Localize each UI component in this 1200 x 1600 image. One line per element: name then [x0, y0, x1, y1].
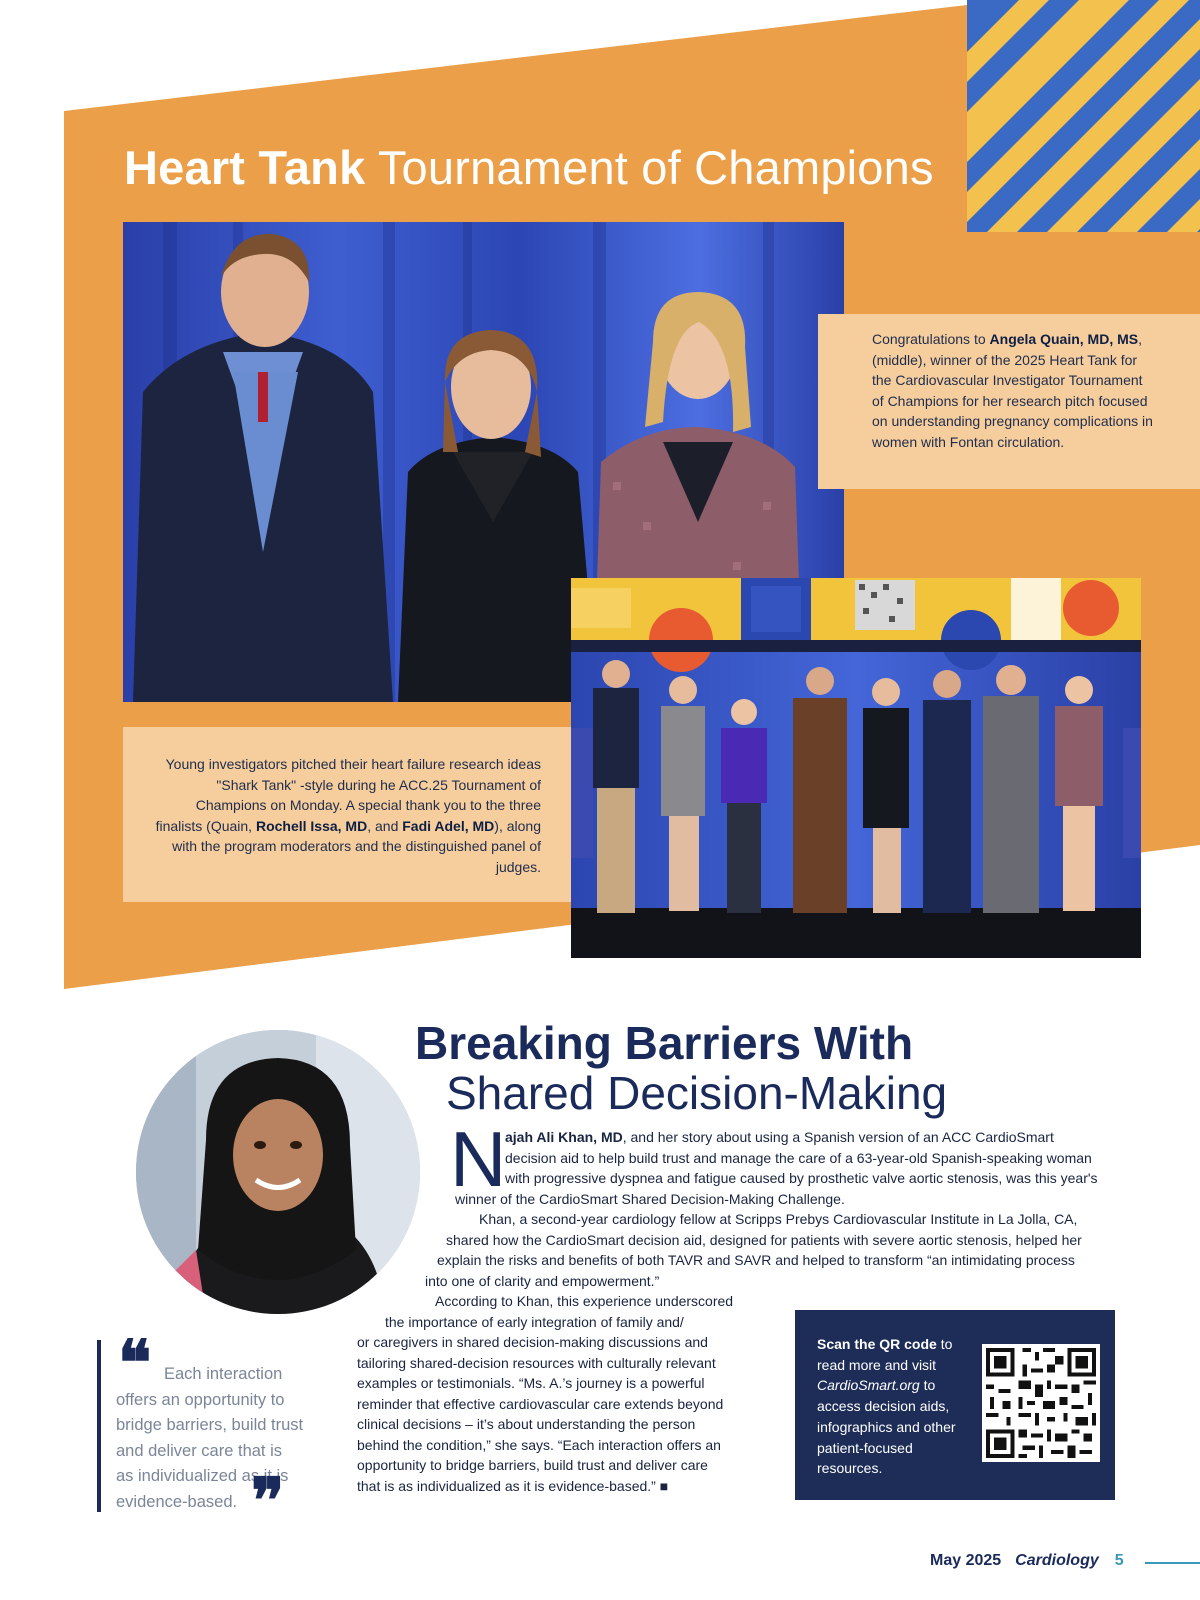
footer-rule	[1145, 1562, 1200, 1564]
finalists-caption-pre: Young investigators pitched their heart failure research ideas "Shark Tank" -style during he ACC.25 Tournament of Champions on Monday. A special thank you to the three finalists (Quain,	[155, 756, 541, 834]
title-line-1	[415, 1018, 947, 1068]
breaking-barriers-title	[415, 1018, 947, 1118]
body-line-17: opportunity to bridge barriers, build trust and deliver care	[357, 1457, 708, 1473]
pull-quote-text	[116, 1362, 326, 1515]
page-footer	[930, 1552, 1124, 1570]
finalist-name-1: Rochell Issa, MD	[255, 817, 368, 834]
body-line-18: that is as individualized as it is evidence-based.” ■	[357, 1478, 669, 1494]
winner-caption-pre: Congratulations to	[872, 331, 990, 347]
finalists-caption-mid: , and	[367, 817, 403, 834]
page-number: 5	[1114, 1552, 1124, 1569]
body-line-15: clinical decisions – it’s about understanding the person	[357, 1416, 696, 1432]
qr-callout-bold: Scan the QR code	[817, 1336, 937, 1352]
qr-callout-text	[817, 1334, 977, 1479]
portrait-photo	[136, 1030, 420, 1314]
body-line-13: examples or testimonials. “Ms. A.’s journey is a powerful	[357, 1375, 705, 1391]
winner-caption-post: , (middle), winner of the 2025 Heart Tank for the Cardiovascular Investigator Tournament of Champions for her research pitch focused on understanding pregnancy complications in women with Fontan circulation.	[872, 331, 1153, 450]
pull-quote	[97, 1330, 327, 1536]
finalists-caption-post: ), along with the program moderators and the distinguished panel of judges.	[172, 817, 541, 875]
body-line-2: decision aid to help build trust and manage the care of a 63-year-old Spanish-speaking woman	[505, 1150, 1092, 1166]
body-line-10: the importance of early integration of family and/	[385, 1314, 684, 1330]
body-line-12: tailoring shared-decision resources with culturally relevant	[357, 1355, 716, 1371]
qr-callout-t1: to read more and visit	[817, 1336, 953, 1373]
winner-caption	[818, 314, 1200, 489]
heart-tank-title-light: Tournament of Champions	[365, 141, 934, 194]
lead-name: ajah Ali Khan, MD	[505, 1129, 623, 1145]
group-photo	[571, 578, 1141, 958]
quote-line-2: offers an opportunity to	[116, 1390, 285, 1409]
body-line-14: reminder that effective cardiovascular care extends beyond	[357, 1396, 724, 1412]
body-line-6: shared how the CardioSmart decision aid, designed for patients with severe aortic stenosis, helped her	[446, 1232, 1082, 1248]
quote-line-1: Each interaction	[164, 1365, 283, 1383]
qr-callout-t2: to access decision aids, infographics and other patient-focused resources.	[817, 1377, 956, 1477]
body-line-5: Khan, a second-year cardiology fellow at Scripps Prebys Cardiovascular Institute in La Jolla, CA,	[479, 1211, 1078, 1227]
body-line-16: behind the condition,” she says. “Each interaction offers an	[357, 1437, 721, 1453]
title-bold: Breaking Barriers	[415, 1017, 802, 1069]
winner-name: Angela Quain, MD, MS	[989, 331, 1139, 347]
drop-cap: N	[450, 1115, 507, 1203]
quote-line-4: and deliver care that is	[116, 1441, 283, 1460]
body-line-9: According to Khan, this experience underscored	[435, 1293, 734, 1309]
close-quote-icon: ❞	[251, 1468, 285, 1536]
finalists-caption	[123, 727, 571, 902]
cardiosmart-link[interactable]: CardioSmart.org	[817, 1377, 920, 1394]
body-line-3: with progressive dyspnea and fatigue caused by prosthetic valve aortic stenosis, was this year's	[505, 1170, 1098, 1186]
qr-code-icon[interactable]	[982, 1344, 1100, 1462]
body-line-1-text: , and her story about using a Spanish version of an ACC CardioSmart	[622, 1129, 1054, 1145]
quote-line-6: evidence-based.	[116, 1492, 238, 1511]
quote-line-3: bridge barriers, build trust	[116, 1416, 304, 1434]
qr-callout	[795, 1310, 1115, 1500]
footer-date: May 2025	[930, 1552, 1002, 1569]
body-line-8: into one of clarity and empowerment.”	[425, 1273, 660, 1289]
body-line-1	[505, 1127, 1054, 1148]
heart-tank-title	[124, 140, 934, 195]
open-quote-icon: ❝	[118, 1330, 152, 1398]
title-line-2: Shared Decision-Making	[446, 1067, 948, 1119]
footer-magazine: Cardiology	[1015, 1552, 1099, 1569]
title-light: With	[801, 1017, 914, 1069]
quote-line-5: as individualized as it is	[116, 1467, 289, 1485]
body-line-11: or caregivers in shared decision-making discussions and	[357, 1334, 708, 1350]
finalist-name-2: Fadi Adel, MD	[402, 817, 495, 834]
body-line-4: winner of the CardioSmart Shared Decision-Making Challenge.	[455, 1191, 845, 1207]
body-line-7: explain the risks and benefits of both TAVR and SAVR and helped to transform “an intimidating process	[437, 1252, 1075, 1268]
heart-tank-title-bold: Heart Tank	[124, 141, 366, 194]
